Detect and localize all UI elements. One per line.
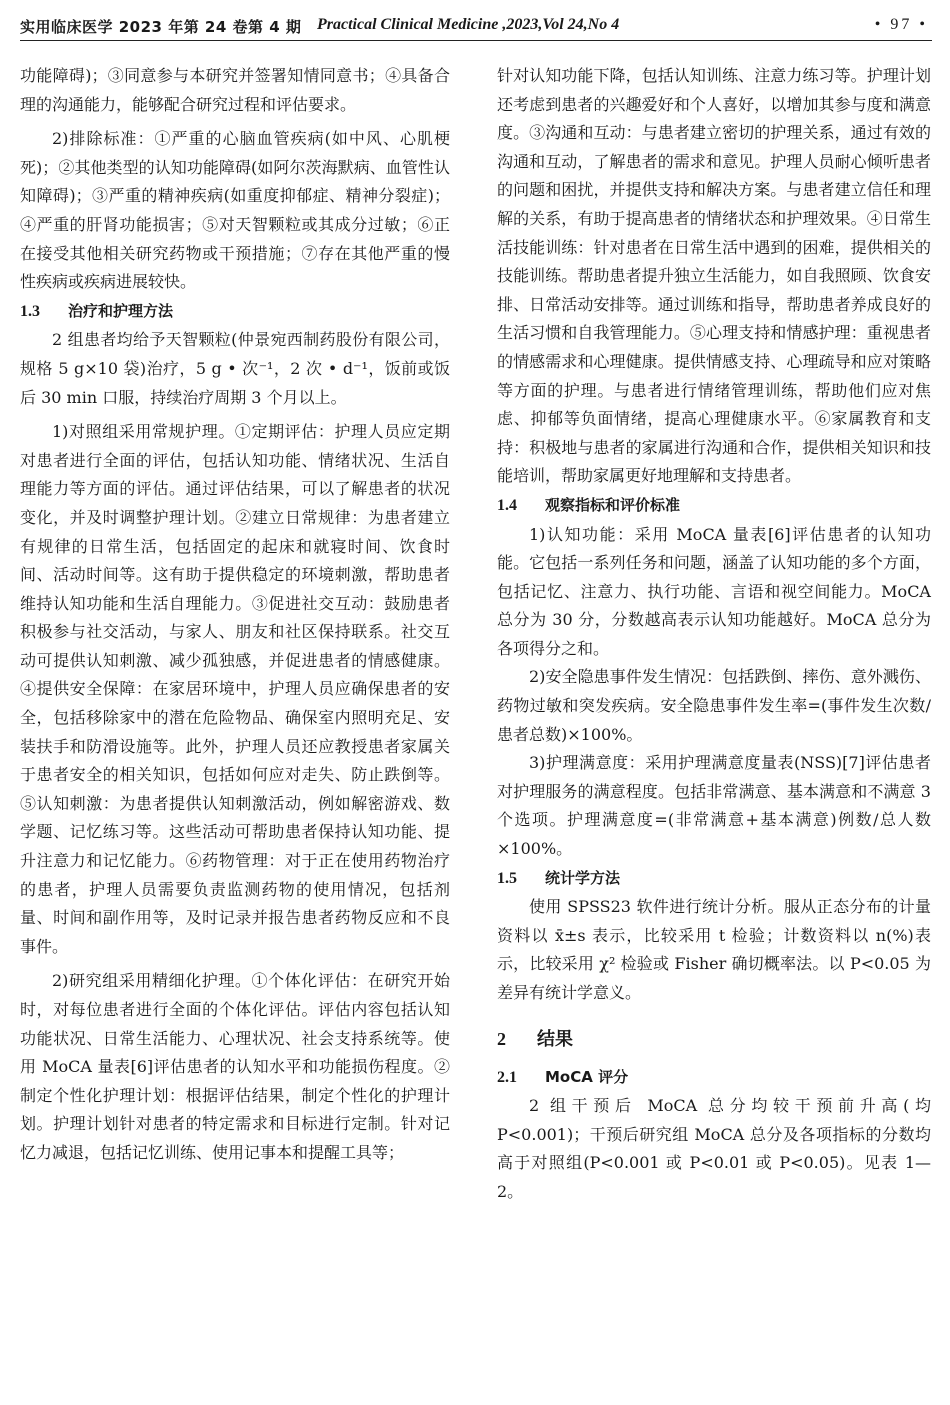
section-title: MoCA 评分: [545, 1067, 629, 1086]
paragraph-care-plan-continued: 针对认知功能下降，包括认知训练、注意力练习等。护理计划还考虑到患者的兴趣爱好和个人喜好，以增加其参与度和满意度。③沟通和互动：与患者建立密切的护理关系，通过有效的沟通和互动，了解患者的需求和意见。护理人员耐心倾听患者的问题和困扰，并提供支持和解决方案。与患者建立信任和理解的关系，有助于提高患者的情绪状态和护理效果。④日常生活技能训练：针对患者在日常生活中遇到的困难，提供相关的技能训练。帮助患者提升独立生活能力，如自我照顾、饮食安排、日常活动安排等。通过训练和指导，帮助患者养成良好的生活习惯和自我管理能力。⑤心理支持和情感护理：重视患者的情感需求和心理健康。提供情感支持、心理疏导和应对策略等方面的护理。与患者进行情绪管理训练，帮助他们应对焦虑、抑郁等负面情绪，提高心理健康水平。⑥家属教育和支持：积极地与患者的家属进行沟通和合作，提供相关知识和技能培训，帮助家属更好地理解和支持患者。: [497, 66, 931, 486]
section-number: 1.4: [497, 496, 517, 514]
paragraph-inclusion-end: 功能障碍)；③同意参与本研究并签署知情同意书；④具备合理的沟通能力，能够配合研究过程和评估要求。: [20, 66, 450, 114]
paragraph-study-group: 2)研究组采用精细化护理。①个体化评估：在研究开始时，对每位患者进行全面的个体化评估。评估内容包括认知功能状况、日常生活能力、心理状况、社会支持系统等。使用 MoCA 量表[6]评估患者的认知水平和功能损伤程度。②制定个性化护理计划：根据评估结果，制定个性化的护理计划。护理计划针对患者的特定需求和目标进行定制。针对记忆力减退，包括记忆训练、使用记事本和提醒工具等；: [20, 971, 450, 1162]
left-column: [20, 62, 450, 1168]
section-heading-1-4: [497, 491, 931, 521]
paragraph-moca-results: 2 组干预后 MoCA 总分均较干预前升高(均 P<0.001)；干预后研究组 MoCA 总分及各项指标的分数均高于对照组(P<0.001 或 P<0.01 或 P<0.05)。见表 1—2。: [497, 1096, 931, 1201]
section-heading-2-1: [497, 1063, 931, 1093]
section-number: 2.1: [497, 1068, 517, 1086]
paragraph-control-group: 1)对照组采用常规护理。①定期评估：护理人员应定期对患者进行全面的评估，包括认知功能、情绪状况、生活自理能力等方面的评估。通过评估结果，可以了解患者的状况变化，并及时调整护理计划。②建立日常规律：为患者建立有规律的日常生活，包括固定的起床和就寝时间、饮食时间、活动时间等。这有助于提供稳定的环境刺激，帮助患者维持认知功能和生活自理能力。③促进社交互动：鼓励患者积极参与社交活动，与家人、朋友和社区保持联系。社交互动可提供认知刺激、减少孤独感，并促进患者的情感健康。④提供安全保障：在家居环境中，护理人员应确保患者的安全，包括移除家中的潜在危险物品、确保室内照明充足、安装扶手和防滑设施等。此外，护理人员还应教授患者家属关于患者安全的相关知识，包括如何应对走失、防止跌倒等。⑤认知刺激：为患者提供认知刺激活动，例如解密游戏、数学题、记忆练习等。这些活动可帮助患者保持认知功能、提升注意力和记忆能力。⑥药物管理：对于正在使用药物治疗的患者，护理人员需要负责监测药物的使用情况，包括剂量、时间和副作用等，及时记录并报告患者药物反应和不良事件。: [20, 422, 450, 956]
journal-title-cn: 实用临床医学 2023 年第 24 卷第 4 期: [20, 18, 302, 36]
section-number: 1.3: [20, 302, 40, 320]
journal-title-en: Practical Clinical Medicine ,2023,Vol 24,No 4: [317, 16, 620, 33]
section-title: 统计学方法: [545, 868, 621, 887]
section-number: 2: [497, 1028, 506, 1049]
section-title: 观察指标和评价标准: [545, 495, 681, 514]
running-header: [20, 16, 932, 41]
section-title: 结果: [537, 1028, 573, 1050]
section-number: 1.5: [497, 869, 517, 887]
section-heading-1-5: [497, 864, 931, 894]
paragraph-safety-events: 2)安全隐患事件发生情况：包括跌倒、摔伤、意外溅伤、药物过敏和突发疾病。安全隐患事件发生率=(事件发生次数/患者总数)×100%。: [497, 667, 931, 744]
paragraph-cognitive-function: 1)认知功能：采用 MoCA 量表[6]评估患者的认知功能。它包括一系列任务和问题，涵盖了认知功能的多个方面，包括记忆、注意力、执行功能、言语和视空间能力。MoCA 总分为 30 分，分数越高表示认知功能越好。MoCA 总分为各项得分之和。: [497, 524, 931, 658]
page-number: • 97 •: [874, 16, 928, 33]
paragraph-statistics: 使用 SPSS23 软件进行统计分析。服从正态分布的计量资料以 x̄±s 表示，比较采用 t 检验；计数资料以 n(%)表示，比较采用 χ² 检验或 Fisher 确切概率法。以 P<0.05 为差异有统计学意义。: [497, 897, 931, 1002]
section-heading-2: [497, 1024, 931, 1055]
paragraph-nursing-satisfaction: 3)护理满意度：采用护理满意度量表(NSS)[7]评估患者对护理服务的满意程度。包括非常满意、基本满意和不满意 3 个选项。护理满意度=(非常满意+基本满意)例数/总人数×100%。: [497, 753, 931, 859]
paragraph-exclusion-criteria: 2)排除标准：①严重的心脑血管疾病(如中风、心肌梗死)；②其他类型的认知功能障碍(如阿尔茨海默病、血管性认知障碍)；③严重的精神疾病(如重度抑郁症、精神分裂症)；④严重的肝肾功能损害；⑤对天智颗粒或其成分过敏；⑥正在接受其他相关研究药物或干预措施；⑦存在其他严重的慢性疾病或疾病进展较快。: [20, 129, 450, 292]
section-title: 治疗和护理方法: [68, 301, 174, 320]
section-heading-1-3: [20, 297, 450, 327]
right-column: [497, 62, 931, 1207]
paragraph-treatment: 2 组患者均给予天智颗粒(仲景宛西制药股份有限公司，规格 5 g×10 袋)治疗，5 g • 次⁻¹，2 次 • d⁻¹，饭前或饭后 30 min 口服，持续治疗周期 3 个月以上。: [20, 330, 450, 407]
